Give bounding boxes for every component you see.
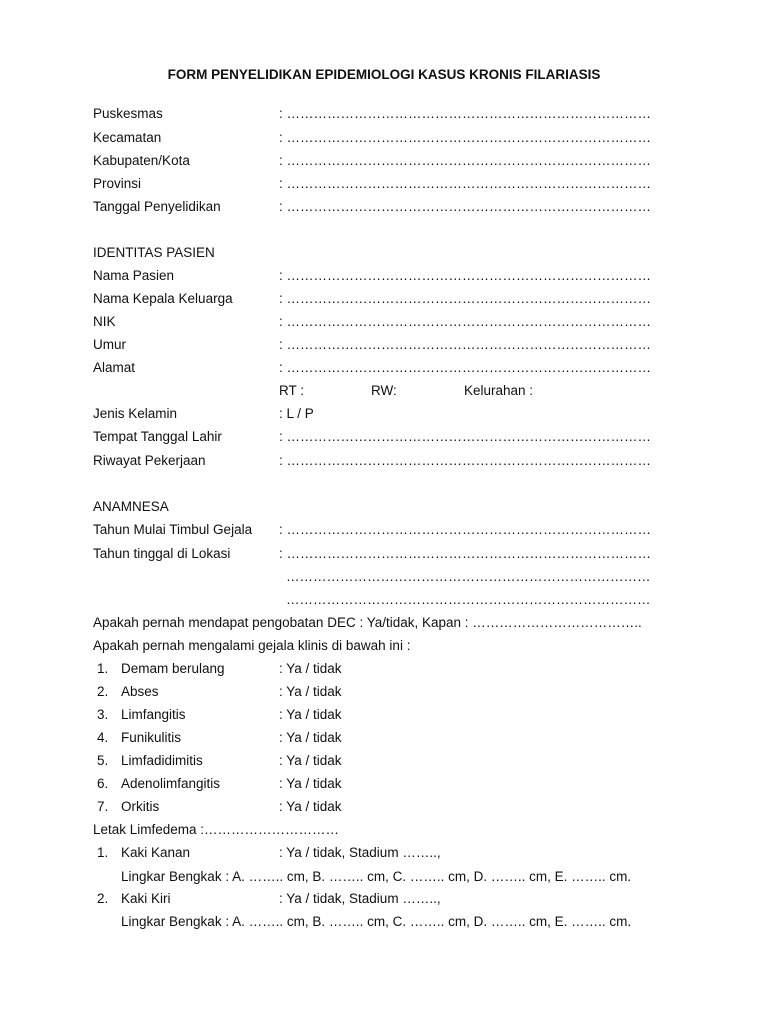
tempat-tanggal-lahir-field[interactable]: : ……………………………………………………………………… bbox=[279, 429, 652, 444]
kecamatan-label: Kecamatan bbox=[93, 130, 162, 145]
letak-limfedema-field[interactable]: Letak Limfedema :………………………… bbox=[93, 822, 340, 837]
symptom-number: 6. bbox=[97, 776, 109, 791]
symptom-number: 1. bbox=[97, 661, 109, 676]
riwayat-pekerjaan-label: Riwayat Pekerjaan bbox=[93, 453, 206, 468]
limb-kaki-kanan: Kaki Kanan bbox=[121, 845, 191, 860]
nama-kepala-keluarga-label: Nama Kepala Keluarga bbox=[93, 291, 233, 306]
provinsi-label: Provinsi bbox=[93, 176, 142, 191]
jenis-kelamin-options[interactable]: : L / P bbox=[279, 406, 314, 421]
alamat-label: Alamat bbox=[93, 360, 136, 375]
nik-field[interactable]: : ……………………………………………………………………… bbox=[279, 314, 652, 329]
symptom-adenolimfangitis: Adenolimfangitis bbox=[121, 776, 221, 791]
symptom-number: 4. bbox=[97, 730, 109, 745]
tahun-mulai-label: Tahun Mulai Timbul Gejala bbox=[93, 522, 253, 537]
puskesmas-field[interactable]: : ……………………………………………………………………… bbox=[279, 106, 652, 121]
kaki-kiri-lingkar-bengkak[interactable]: Lingkar Bengkak : A. …….. cm, B. …….. cm, C. …….. cm, D. …….. cm, E. …….. cm. bbox=[121, 914, 632, 929]
nama-kepala-keluarga-field[interactable]: : ……………………………………………………………………… bbox=[279, 291, 652, 306]
alamat-field[interactable]: : ……………………………………………………………………… bbox=[279, 360, 652, 375]
symptom-demam-berulang-answer[interactable]: : Ya / tidak bbox=[279, 661, 342, 676]
symptom-limfangitis-answer[interactable]: : Ya / tidak bbox=[279, 707, 342, 722]
puskesmas-label: Puskesmas bbox=[93, 106, 163, 121]
tahun-tinggal-label: Tahun tinggal di Lokasi bbox=[93, 546, 231, 561]
provinsi-field[interactable]: : ……………………………………………………………………… bbox=[279, 176, 652, 191]
tahun-tinggal-continuation-2[interactable]: ……………………………………………………………………… bbox=[286, 592, 651, 607]
umur-field[interactable]: : ……………………………………………………………………… bbox=[279, 337, 652, 352]
symptom-orkitis: Orkitis bbox=[121, 799, 160, 814]
kecamatan-field[interactable]: : ……………………………………………………………………… bbox=[279, 130, 652, 145]
tahun-tinggal-field[interactable]: : ……………………………………………………………………… bbox=[279, 546, 652, 561]
tempat-tanggal-lahir-label: Tempat Tanggal Lahir bbox=[93, 429, 222, 444]
tahun-mulai-field[interactable]: : ……………………………………………………………………… bbox=[279, 522, 652, 537]
anamnesa-heading: ANAMNESA bbox=[93, 499, 169, 514]
kaki-kiri-stadium-field[interactable]: : Ya / tidak, Stadium …….., bbox=[279, 891, 441, 906]
nik-label: NIK bbox=[93, 314, 116, 329]
form-title: FORM PENYELIDIKAN EPIDEMIOLOGI KASUS KRONIS FILARIASIS bbox=[167, 67, 601, 82]
tanggal-penyelidikan-label: Tanggal Penyelidikan bbox=[93, 199, 221, 214]
kaki-kanan-lingkar-bengkak[interactable]: Lingkar Bengkak : A. …….. cm, B. …….. cm, C. …….. cm, D. …….. cm, E. …….. cm. bbox=[121, 869, 632, 884]
kelurahan-label: Kelurahan : bbox=[464, 383, 534, 398]
gejala-klinis-question: Apakah pernah mengalami gejala klinis di bawah ini : bbox=[93, 638, 411, 653]
symptom-limfadidimitis: Limfadidimitis bbox=[121, 753, 203, 768]
symptom-demam-berulang: Demam berulang bbox=[121, 661, 225, 676]
identitas-pasien-heading: IDENTITAS PASIEN bbox=[93, 245, 215, 260]
limb-number: 1. bbox=[97, 845, 109, 860]
symptom-orkitis-answer[interactable]: : Ya / tidak bbox=[279, 799, 342, 814]
symptom-funikulitis-answer[interactable]: : Ya / tidak bbox=[279, 730, 342, 745]
riwayat-pekerjaan-field[interactable]: : ……………………………………………………………………… bbox=[279, 453, 652, 468]
pengobatan-dec-question[interactable]: Apakah pernah mendapat pengobatan DEC : Ya/tidak, Kapan : ……………………………….. bbox=[93, 615, 642, 630]
symptom-number: 2. bbox=[97, 684, 109, 699]
nama-pasien-label: Nama Pasien bbox=[93, 268, 175, 283]
symptom-funikulitis: Funikulitis bbox=[121, 730, 182, 745]
symptom-limfadidimitis-answer[interactable]: : Ya / tidak bbox=[279, 753, 342, 768]
jenis-kelamin-label: Jenis Kelamin bbox=[93, 406, 178, 421]
symptom-number: 5. bbox=[97, 753, 109, 768]
symptom-abses: Abses bbox=[121, 684, 159, 699]
nama-pasien-field[interactable]: : ……………………………………………………………………… bbox=[279, 268, 652, 283]
symptom-adenolimfangitis-answer[interactable]: : Ya / tidak bbox=[279, 776, 342, 791]
symptom-number: 3. bbox=[97, 707, 109, 722]
symptom-abses-answer[interactable]: : Ya / tidak bbox=[279, 684, 342, 699]
kabupaten-kota-field[interactable]: : ……………………………………………………………………… bbox=[279, 153, 652, 168]
limb-number: 2. bbox=[97, 891, 109, 906]
tanggal-penyelidikan-field[interactable]: : ……………………………………………………………………… bbox=[279, 199, 652, 214]
rw-label: RW: bbox=[371, 383, 397, 398]
tahun-tinggal-continuation-1[interactable]: ……………………………………………………………………… bbox=[286, 569, 651, 584]
symptom-limfangitis: Limfangitis bbox=[121, 707, 186, 722]
umur-label: Umur bbox=[93, 337, 126, 352]
kabupaten-kota-label: Kabupaten/Kota bbox=[93, 153, 190, 168]
kaki-kanan-stadium-field[interactable]: : Ya / tidak, Stadium …….., bbox=[279, 845, 441, 860]
limb-kaki-kiri: Kaki Kiri bbox=[121, 891, 171, 906]
rt-label: RT : bbox=[279, 383, 305, 398]
symptom-number: 7. bbox=[97, 799, 109, 814]
